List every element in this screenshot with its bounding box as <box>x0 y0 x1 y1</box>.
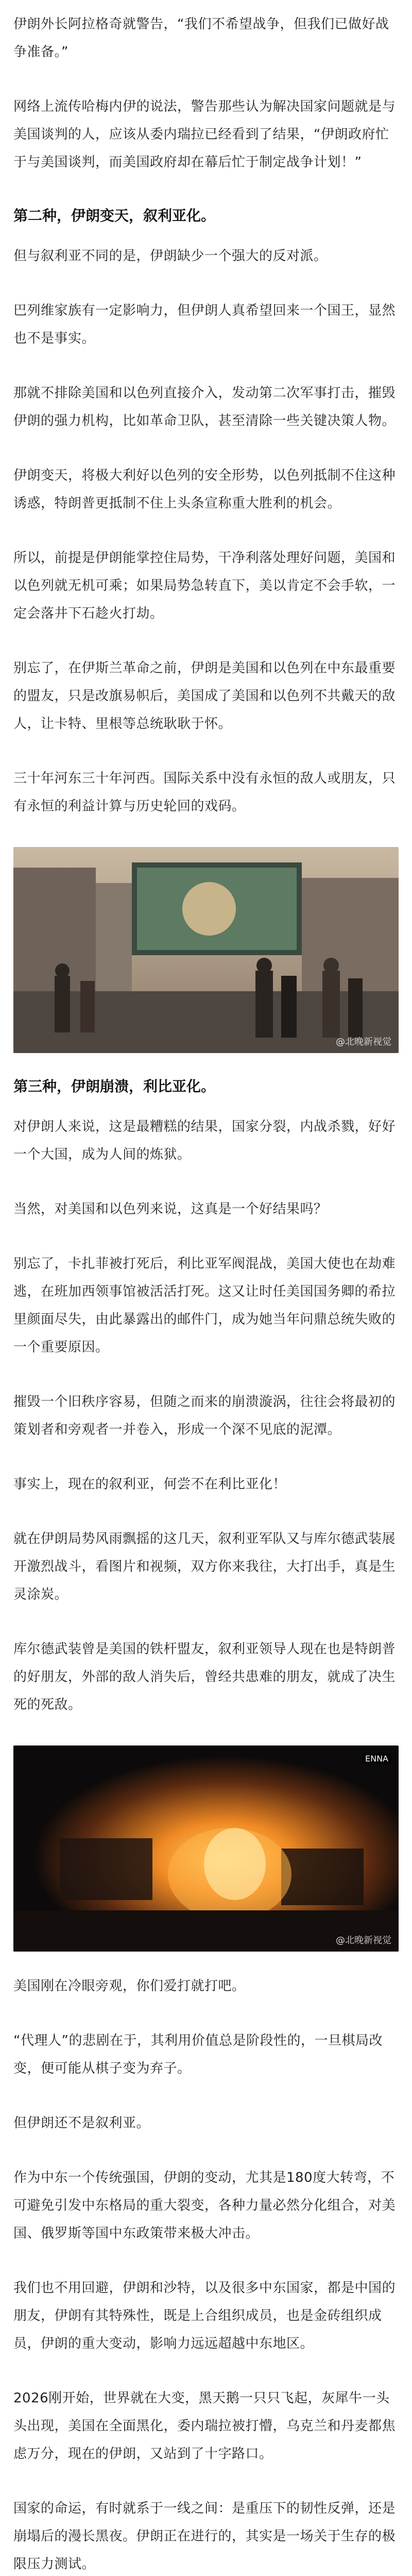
image-watermark: @北晚新视觉 <box>336 1935 391 1946</box>
paragraph: 伊朗外长阿拉格奇就警告，“我们不希望战争，但我们已做好战争准备。” <box>13 16 389 60</box>
paragraph: 巴列维家族有一定影响力，但伊朗人真希望回来一个国王，显然也不是事实。 <box>13 303 396 346</box>
street-scene-illustration <box>13 847 399 1053</box>
paragraph: 但与叙利亚不同的是，伊朗缺少一个强大的反对派。 <box>13 248 328 264</box>
paragraph: 对伊朗人来说，这是最糟糕的结果，国家分裂，内战杀戮，好好一个大国，成为人间的炼狱。 <box>13 1119 396 1162</box>
paragraph: 库尔德武装曾是美国的铁杆盟友，叙利亚领导人现在也是特朗普的好朋友，外部的敌人消失后，曾经共患难的朋友，就成了决生死的死敌。 <box>13 1641 396 1713</box>
paragraph: 伊朗变天，将极大利好以色列的安全形势，以色列抵制不住这种诱惑，特朗普更抵制不住上头条宣称重大胜利的机会。 <box>13 468 396 511</box>
night-fire-illustration <box>13 1745 399 1952</box>
paragraph: 三十年河东三十年河西。国际关系中没有永恒的敌人或朋友，只有永恒的利益计算与历史轮回的戏码。 <box>13 771 396 814</box>
section-heading: 第二种，伊朗变天，叙利亚化。 <box>13 207 216 224</box>
image-watermark: @北晚新视觉 <box>336 1037 391 1047</box>
image-tag: ENNA <box>362 1753 391 1765</box>
paragraph: 2026刚开始，世界就在大变，黑天鹅一只只飞起，灰犀牛一头头出现，美国在全面黑化，委内瑞拉被打懵，乌克兰和丹麦都焦虑万分，现在的伊朗，又站到了十字路口。 <box>13 2391 396 2462</box>
paragraph: 我们也不用回避，伊朗和沙特，以及很多中东国家，都是中国的朋友，伊朗有其特殊性，既是上合组织成员，也是金砖组织成员，伊朗的重大变动，影响力远远超越中东地区。 <box>13 2280 396 2351</box>
paragraph: 但伊朗还不是叙利亚。 <box>13 2115 150 2131</box>
paragraph: 所以，前提是伊朗能掌控住局势，干净利落处理好问题，美国和以色列就无机可乘；如果局势急转直下，美以肯定不会手软，一定会落井下石趁火打劫。 <box>13 550 396 621</box>
paragraph: 就在伊朗局势风雨飘摇的这几天，叙利亚军队又与库尔德武装展开激烈战斗，看图片和视频，双方你来我往，大打出手，真是生灵涂炭。 <box>13 1531 396 1602</box>
article-body <box>0 10 412 2576</box>
paragraph: 别忘了，在伊斯兰革命之前，伊朗是美国和以色列在中东最重要的盟友，只是改旗易帜后，美国成了美国和以色列不共戴天的敌人，让卡特、里根等总统耿耿于怀。 <box>13 660 396 732</box>
paragraph: 别忘了，卡扎菲被打死后，利比亚军阀混战，美国大使也在劫难逃，在班加西领事馆被活活打死。这又让时任美国国务卿的希拉里颜面尽失，由此暴露出的邮件门，成为她当年问鼎总统失败的一个重要原因。 <box>13 1256 396 1355</box>
paragraph: 国家的命运，有时就系于一线之间：是重压下的韧性反弹，还是崩塌后的漫长黑夜。伊朗正在进行的，其实是一场关于生存的极限压力测试。 <box>13 2501 396 2572</box>
paragraph: 作为中东一个传统强国，伊朗的变动，尤其是180度大转弯，不可避免引发中东格局的重大裂变，各种力量必然分化组合，对美国、俄罗斯等国中东政策带来极大冲击。 <box>13 2170 396 2241</box>
news-photo-fire[interactable] <box>13 1745 399 1952</box>
section-heading: 第三种，伊朗崩溃，利比亚化。 <box>13 1078 216 1095</box>
paragraph: 事实上，现在的叙利亚，何尝不在利比亚化！ <box>13 1477 287 1492</box>
paragraph: 网络上流传哈梅内伊的说法，警告那些认为解决国家问题就是与美国谈判的人，应该从委内瑞拉已经看到了结果，“伊朗政府忙于与美国谈判，而美国政府却在幕后忙于制定战争计划！” <box>13 99 396 170</box>
paragraph: 当然，对美国和以色列来说，这真是一个好结果吗？ <box>13 1201 328 1217</box>
paragraph: 美国刚在冷眼旁观，你们爱打就打吧。 <box>13 1978 246 1994</box>
paragraph: “代理人”的悲剧在于，其利用价值总是阶段性的，一旦棋局改变，便可能从棋子变为弃子。 <box>13 2033 383 2076</box>
paragraph: 摧毁一个旧秩序容易，但随之而来的崩溃漩涡，往往会将最初的策划者和旁观者一并卷入，形成一个深不见底的泥潭。 <box>13 1394 396 1437</box>
paragraph: 那就不排除美国和以色列直接介入，发动第二次军事打击，摧毁伊朗的强力机构，比如革命卫队，甚至清除一些关键决策人物。 <box>13 385 396 429</box>
news-photo-street[interactable] <box>13 847 399 1053</box>
